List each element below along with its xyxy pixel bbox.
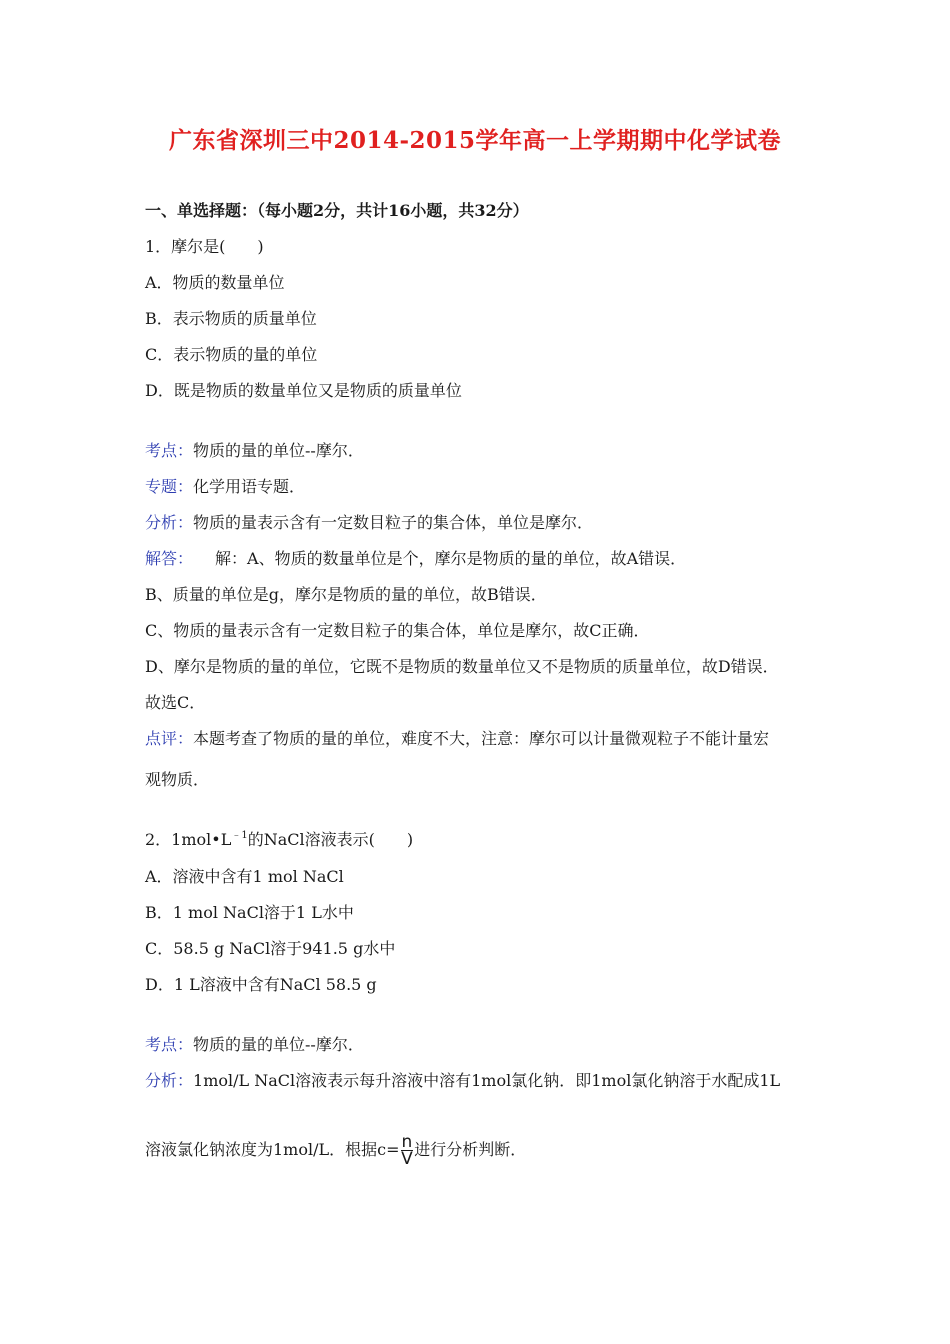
dianping-text: 本题考查了物质的量的单位，难度不大，注意：摩尔可以计量微观粒子不能计量宏 xyxy=(193,729,770,748)
q2-option-d: D．1 L溶液中含有NaCl 58.5 g xyxy=(145,975,377,994)
q2-option-a: A．溶液中含有1 mol NaCl xyxy=(145,867,344,886)
q1-zhuanti xyxy=(145,476,305,498)
q2-stem-post: 的NaCl溶液表示( ) xyxy=(247,830,414,849)
fenxi-text: 1mol/L NaCl溶液表示每升溶液中溶有1mol氯化钠．即1mol氯化钠溶于水配成1L xyxy=(193,1071,781,1090)
q1-jieda-line-b: B、质量的单位是g，摩尔是物质的量的单位，故B错误． xyxy=(145,585,547,604)
zhuanti-label: 专题： xyxy=(145,477,194,496)
kaodian-text: 物质的量的单位--摩尔． xyxy=(193,441,364,460)
q1-dianping-cont: 观物质． xyxy=(145,770,210,789)
q2-option-b: B．1 mol NaCl溶于1 L水中 xyxy=(145,903,354,922)
jieda-label: 解答： xyxy=(145,549,194,568)
q1-fenxi xyxy=(145,512,593,534)
fenxi-text: 物质的量表示含有一定数目粒子的集合体，单位是摩尔． xyxy=(193,513,594,532)
q1-kaodian xyxy=(145,440,364,462)
q1-option-a: A．物质的数量单位 xyxy=(145,273,285,292)
fenxi-cont-pre: 溶液氯化钠浓度为1mol/L．根据c= xyxy=(145,1140,400,1159)
q1-stem: 1．摩尔是( ) xyxy=(145,237,264,256)
fraction-denominator: V xyxy=(401,1149,413,1169)
q1-jieda-line-c: C、物质的量表示含有一定数目粒子的集合体，单位是摩尔，故C正确． xyxy=(145,621,650,640)
q1-dianping xyxy=(145,728,769,750)
q2-kaodian xyxy=(145,1034,364,1056)
q1-option-d: D．既是物质的数量单位又是物质的质量单位 xyxy=(145,381,462,400)
fenxi-cont-post: 进行分析判断． xyxy=(414,1140,527,1159)
q2-stem xyxy=(145,829,413,851)
q1-answer: 故选C． xyxy=(145,693,206,712)
section-heading: 一、单选择题：（每小题2分，共计16小题，共32分） xyxy=(145,201,529,220)
kaodian-label: 考点： xyxy=(145,441,194,460)
q2-fenxi-cont xyxy=(145,1134,526,1167)
q2-option-c: C．58.5 g NaCl溶于941.5 g水中 xyxy=(145,939,396,958)
jieda-text: 解：A、物质的数量单位是个，摩尔是物质的量的单位，故A错误． xyxy=(215,549,687,568)
kaodian-label: 考点： xyxy=(145,1035,194,1054)
q1-option-b: B．表示物质的质量单位 xyxy=(145,309,317,328)
q1-jieda xyxy=(145,548,686,570)
dianping-label: 点评： xyxy=(145,729,194,748)
q1-option-c: C．表示物质的量的单位 xyxy=(145,345,318,364)
zhuanti-text: 化学用语专题． xyxy=(193,477,306,496)
page-title: 广东省深圳三中2014-2015学年高一上学期期中化学试卷 xyxy=(168,127,782,154)
fenxi-label: 分析： xyxy=(145,513,194,532)
q2-stem-pre: 2．1mol•L xyxy=(145,830,232,849)
formula-fraction xyxy=(401,1134,414,1167)
q1-jieda-line-d: D、摩尔是物质的量的单位，它既不是物质的数量单位又不是物质的质量单位，故D错误． xyxy=(145,657,779,676)
q2-fenxi xyxy=(145,1070,780,1092)
kaodian-text: 物质的量的单位--摩尔． xyxy=(193,1035,364,1054)
q2-stem-sup: ﹣1 xyxy=(231,830,248,841)
fraction-numerator: n xyxy=(401,1132,413,1152)
fenxi-label: 分析： xyxy=(145,1071,194,1090)
